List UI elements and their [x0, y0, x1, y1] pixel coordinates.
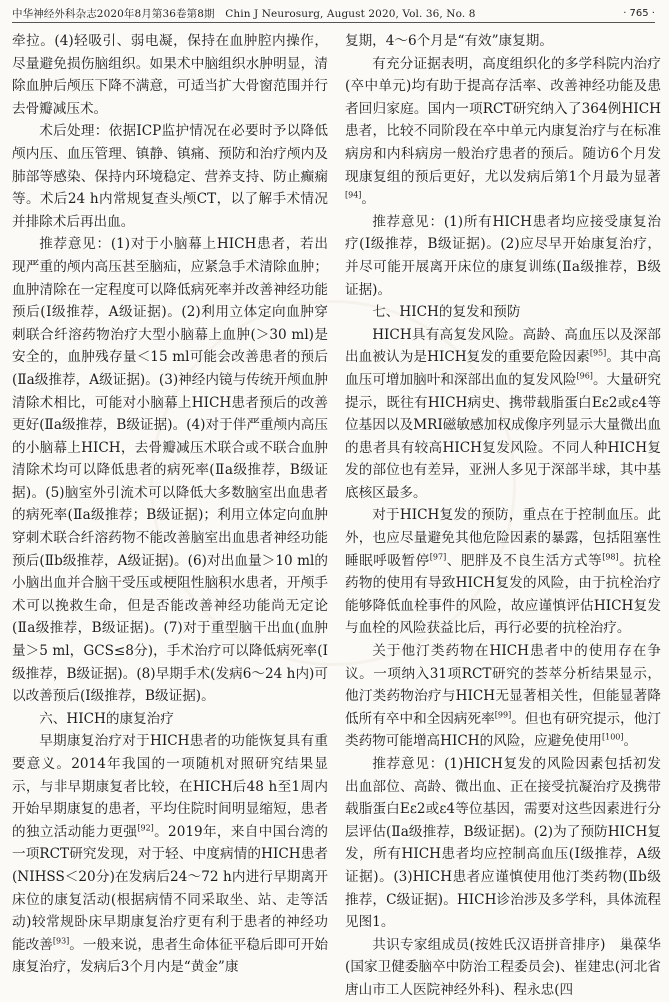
paragraph — [345, 324, 661, 505]
paragraph — [12, 730, 328, 979]
paragraph — [345, 211, 661, 301]
journal-citation: 中华神经外科杂志2020年8月第36卷第8期 Chin J Neurosurg, August 2020, Vol. 36, No. 8 — [12, 7, 476, 20]
paragraph — [345, 640, 661, 753]
paragraph — [12, 30, 328, 120]
text-run: 。其中高血压可增加脑叶和深部出血的复发风险 — [345, 349, 662, 388]
section-heading — [12, 708, 328, 731]
text-run: 六、HICH的康复治疗 — [39, 710, 174, 727]
text-run: 复期，4～6个月是“有效”康复期。 — [345, 33, 553, 49]
text-run: 推荐意见：(1)对于小脑幕上HICH患者，若出现严重的颅内高压甚至脑疝，应紧急手术清除血肿；血肿清除在一定程度可以降低病死率并改善神经功能预后(Ⅰ级推荐，A级证据)。(2)利用立体定向血肿穿刺联合纤溶药物治疗大型小脑幕上血肿(＞30 ml)是安全的，血肿残存量＜15 ml可能会改善患者的预后(Ⅱa级推荐，A级证据)。(3)神经内镜与传统开颅血肿清除术相比，可能对小脑幕上HICH患者预后的改善更好(Ⅱa级推荐，B级证据)。(4)对于伴严重颅内高压的小脑幕上HICH，去骨瓣减压术联合或不联合血肿清除术均可以降低患者的病死率(Ⅱa级推荐，B级证据)。(5)脑室外引流术可以降低大多数脑室出血患者的病死率(Ⅱa级推荐；B级证据)；利用立体定向血肿穿刺术联合纤溶药物不能改善脑室出血患者神经功能预后(Ⅱb级推荐，A级证据)。(6)对出血量＞10 ml的小脑出血并合脑干受压或梗阻性脑积水患者，开颅手术可以挽救生命，但是否能改善神经功能尚无定论(Ⅱa级推荐，B级证据)。(7)对于重型脑干出血(血肿量＞5 ml，GCS≤8分)，手术治疗可以降低病死率(Ⅰ级推荐，B级证据)。(8)早期手术(发病6～24 h内)可以改善预后(Ⅰ级推荐，B级证据)。 — [12, 236, 328, 705]
section-heading — [345, 301, 661, 324]
text-run: 早期康复治疗对于HICH患者的功能恢复具有重要意义。2014年我国的一项随机对照研究结果显示，与非早期康复者比较，在HICH后48 h至1周内开始早期康复的患者，平均住院时间明显缩短，患者的独立活动能力更强 — [12, 733, 328, 840]
left-text-column — [12, 30, 328, 979]
text-run: 术后处理：依据ICP监护情况在必要时予以降低颅内压、血压管理、镇静、镇痛、预防和治疗颅内及肺部等感染、保持内环境稳定、营养支持、防止癫痫等。术后24 h内常规复查头颅CT，以了解手术情况并排除术后再出血。 — [12, 123, 328, 230]
text-run: 。但也有研究提示，他汀类药物可能增高HICH的风险，应避免使用 — [345, 710, 662, 750]
citation-ref: [94] — [345, 190, 362, 200]
citation-ref: [97] — [429, 552, 447, 562]
paragraph — [345, 30, 661, 53]
page-header — [12, 4, 655, 23]
text-run: 。 — [361, 191, 376, 208]
text-run: 。2019年，来自中国台湾的一项RCT研究发现，对于轻、中度病情的HICH患者(NIHSS＜20分)在发病后24～72 h内进行早期离开床位的康复活动(根据病情不同采取坐、站、走等活动)较常规卧床早期康复治疗更有利于患者的神经功能改善 — [12, 823, 328, 953]
text-run: 。大量研究提示，既往有HICH病史、携带载脂蛋白Eε2或ε4等位基因以及MRI磁敏感加权成像序列显示大量微出血的患者具有较高HICH复发风险。不同人种HICH复发的部位也有差异，亚洲人多见于深部半球，其中基底核区最多。 — [345, 371, 662, 501]
paragraph — [345, 504, 661, 640]
citation-ref: [100] — [601, 732, 624, 742]
citation-ref: [95] — [589, 348, 607, 358]
page-number: · 765 · — [623, 7, 655, 19]
paragraph — [12, 120, 328, 233]
text-run: 推荐意见：(1)所有HICH患者均应接受康复治疗(Ⅰ级推荐，B级证据)。(2)应尽早开始康复治疗，并尽可能开展离开床位的康复训练(Ⅱa级推荐，B级证据)。 — [345, 213, 661, 298]
paragraph — [345, 753, 661, 934]
text-run: 共识专家组成员(按姓氏汉语拼音排序) 巢葆华(国家卫健委脑卒中防治工程委员会)、崔建忠(河北省唐山市工人医院神经外科)、程永忠(四 — [345, 936, 661, 998]
text-run: HICH具有高复发风险。高龄、高血压以及深部出血被认为是HICH复发的重要危险因素 — [345, 326, 661, 366]
citation-ref: [96] — [576, 371, 593, 381]
text-run: 对于HICH复发的预防，重点在于控制血压。此外，也应尽量避免其他危险因素的暴露，包括阻塞性睡眠呼吸暂停 — [345, 507, 661, 569]
text-run: 牵拉。(4)轻吸引、弱电凝，保持在血肿腔内操作，尽量避免损伤脑组织。如果术中脑组织水肿明显，清除血肿后颅压下降不满意，可适当扩大骨窗范围并行去骨瓣减压术。 — [12, 33, 328, 117]
text-run: 。抗栓药物的使用有导致HICH复发的风险，由于抗栓治疗能够降低血栓事件的风险，故应谨慎评估HICH复发与血栓的风险获益比后，再行必要的抗栓治疗。 — [345, 552, 662, 637]
paragraph — [12, 233, 328, 707]
text-run: 七、HICH的复发和预防 — [372, 304, 521, 321]
citation-ref: [93] — [52, 936, 70, 946]
text-run: 、肥胖及不良生活方式等 — [446, 552, 603, 569]
text-run: 有充分证据表明，高度组织化的多学科院内治疗(卒中单元)均有助于提高存活率、改善神经功能及患者回归家庭。国内一项RCT研究纳入了364例HICH患者，比较不同阶段在卒中单元内康复治疗与在标准病房和内科病房一般治疗患者的预后。随访6个月发现康复组的预后更好，尤以发病后第1个月最为显著 — [345, 55, 661, 185]
text-run: 推荐意见：(1)HICH复发的风险因素包括初发出血部位、高龄、微出血、正在接受抗凝治疗及携带载脂蛋白Eε2或ε4等位基因，需要对这些因素进行分层评估(Ⅱa级推荐，B级证据)。(2)为了预防HICH复发，所有HICH患者均应控制高血压(Ⅰ级推荐，A级证据)。(3)HICH患者应谨慎使用他汀类药物(Ⅱb级推荐，C级证据)。HICH诊治涉及多学科，具体流程见图1。 — [345, 756, 661, 931]
paragraph — [345, 53, 661, 211]
text-run: 关于他汀类药物在HICH患者中的使用存在争议。一项纳入31项RCT研究的荟萃分析结果显示，他汀类药物治疗与HICH无显著相关性，但能显著降低所有卒中和全因病死率 — [345, 643, 661, 727]
right-text-column — [345, 30, 661, 1002]
citation-ref: [98] — [602, 552, 619, 562]
text-run: 。 — [623, 733, 638, 750]
citation-ref: [92] — [137, 823, 154, 833]
citation-ref: [99] — [494, 710, 512, 720]
text-run: 。一般来说，患者生命体征平稳后即可开始康复治疗，发病后3个月内是“黄金”康 — [12, 936, 329, 976]
paragraph — [345, 934, 661, 1002]
